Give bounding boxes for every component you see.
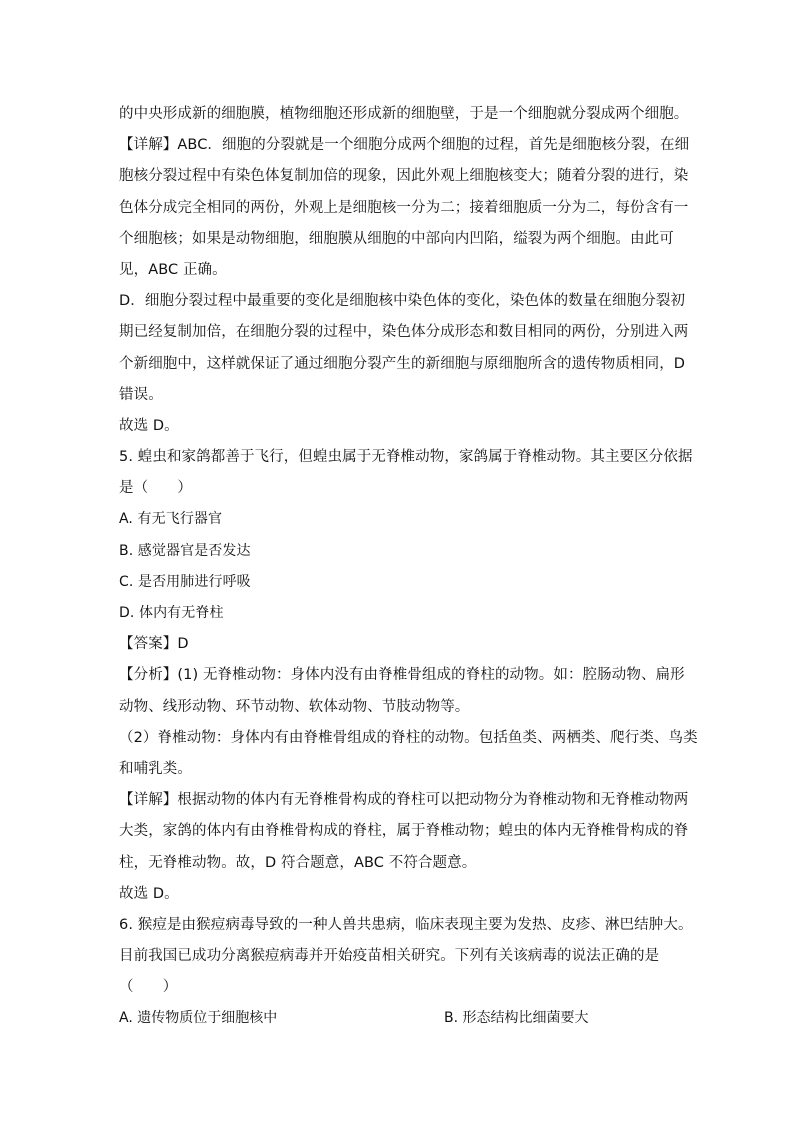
question-6-stem-1: 6. 猴痘是由猴痘病毒导致的一种人兽共患病，临床表现主要为发热、皮疹、淋巴结肿大。 — [119, 916, 693, 933]
q5-option-c: C. 是否用肺进行呼吸 — [119, 573, 251, 590]
detail-abc-line-3: 色体分成完全相同的两份，外观上是细胞核一分为二；接着细胞质一分为二，每份含有一 — [119, 199, 689, 216]
text-line-1: 的中央形成新的细胞膜，植物细胞还形成新的细胞壁，于是一个细胞就分裂成两个细胞。 — [119, 106, 689, 122]
q5-option-a: A. 有无飞行器官 — [119, 511, 223, 528]
question-5-stem-1: 5. 蝗虫和家鸽都善于飞行，但蝗虫属于无脊椎动物，家鸽属于脊椎动物。其主要区分依据 — [119, 449, 693, 466]
q5-detail-line-1: 【详解】根据动物的体内有无脊椎骨构成的脊柱可以把动物分为脊椎动物和无脊椎动物两 — [119, 792, 689, 809]
q4-conclusion: 故选 D。 — [119, 417, 179, 434]
q5-analysis-line-2: 动物、线形动物、环节动物、软体动物、节肢动物等。 — [119, 698, 470, 715]
q6-option-b: B. 形态结构比细菌要大 — [444, 1010, 589, 1027]
q5-analysis-line-1: 【分析】(1) 无脊椎动物：身体内没有由脊椎骨组成的脊柱的动物。如：腔肠动物、扁形 — [119, 667, 685, 684]
q5-option-d: D. 体内有无脊柱 — [119, 605, 224, 621]
q6-option-a: A. 遗传物质位于细胞核中 — [119, 1010, 278, 1027]
document-page — [119, 99, 698, 1035]
q5-detail-line-3: 柱，无脊椎动物。故，D 符合题意，ABC 不符合题意。 — [119, 854, 477, 871]
q6-options-row — [119, 1003, 675, 1034]
question-6-stem-2: 目前我国已成功分离猴痘病毒并开始疫苗相关研究。下列有关该病毒的说法正确的是 — [119, 948, 660, 965]
q5-answer: 【答案】D — [119, 636, 189, 653]
q5-analysis-line-4: 和哺乳类。 — [119, 760, 192, 777]
detail-abc-line-1: 【详解】ABC．细胞的分裂就是一个细胞分成两个细胞的过程，首先是细胞核分裂，在细 — [119, 137, 690, 154]
detail-abc-line-4: 个细胞核；如果是动物细胞，细胞膜从细胞的中部向内凹陷，缢裂为两个细胞。由此可 — [119, 230, 674, 247]
detail-d-line-2: 期已经复制加倍，在细胞分裂的过程中，染色体分成形态和数目相同的两份，分别进入两 — [119, 324, 689, 341]
q5-detail-line-2: 大类，家鸽的体内有由脊椎骨构成的脊柱，属于脊椎动物；蝗虫的体内无脊椎骨构成的脊 — [119, 823, 689, 840]
detail-abc-line-2: 胞核分裂过程中有染色体复制加倍的现象，因此外观上细胞核变大；随着分裂的进行，染 — [119, 168, 689, 185]
q5-analysis-line-3: （2）脊椎动物：身体内有由脊椎骨组成的脊柱的动物。包括鱼类、两栖类、爬行类、鸟类 — [119, 729, 698, 746]
detail-abc-line-5: 见，ABC 正确。 — [119, 261, 227, 278]
detail-d-line-3: 个新细胞中，这样就保证了通过细胞分裂产生的新细胞与原细胞所含的遗传物质相同，D — [119, 355, 686, 372]
detail-d-line-1: D．细胞分裂过程中最重要的变化是细胞核中染色体的变化，染色体的数量在细胞分裂初 — [119, 293, 686, 310]
question-6-stem-3: （ ） — [119, 979, 178, 996]
q5-option-b: B. 感觉器官是否发达 — [119, 542, 251, 559]
question-5-stem-2: 是（ ） — [119, 480, 192, 497]
detail-d-line-4: 错误。 — [119, 386, 163, 403]
q5-conclusion: 故选 D。 — [119, 885, 179, 902]
